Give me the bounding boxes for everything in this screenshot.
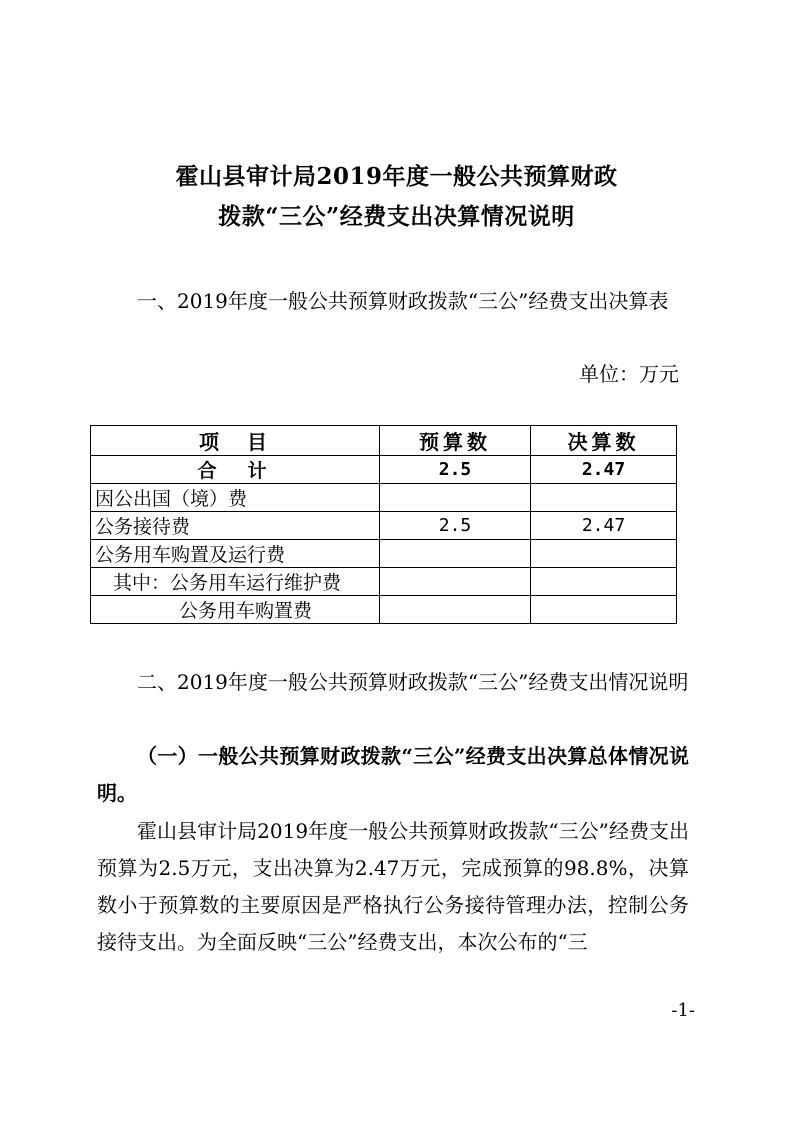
unit-label: 单位：万元 — [579, 362, 679, 386]
expense-table — [90, 425, 677, 624]
table-row — [91, 540, 677, 568]
row-actual: 2.47 — [531, 512, 677, 540]
row-budget — [380, 568, 531, 596]
page-number: -1- — [671, 1000, 695, 1021]
header-item: 项 目 — [91, 426, 380, 456]
header-budget: 预算数 — [380, 426, 531, 456]
section2-subheading: （一）一般公共预算财政拨款“三公”经费支出决算总体情况说明。 — [97, 744, 689, 805]
section1-heading: 一、2019年度一般公共预算财政拨款“三公”经费支出决算表 — [137, 289, 669, 313]
table-row — [91, 568, 677, 596]
table-row-total — [91, 456, 677, 484]
row-actual — [531, 568, 677, 596]
header-actual: 决算数 — [531, 426, 677, 456]
row-label: 因公出国（境）费 — [91, 484, 380, 512]
doc-title-line1: 霍山县审计局2019年度一般公共预算财政 — [175, 163, 618, 190]
row-actual — [531, 540, 677, 568]
row-budget — [380, 484, 531, 512]
total-budget: 2.5 — [380, 456, 531, 484]
row-budget — [380, 540, 531, 568]
row-label: 其中：公务用车运行维护费 — [91, 568, 380, 596]
row-actual — [531, 484, 677, 512]
table-row — [91, 484, 677, 512]
total-actual: 2.47 — [531, 456, 677, 484]
table-row — [91, 512, 677, 540]
doc-title-line2: 拨款“三公”经费支出决算情况说明 — [218, 203, 575, 230]
total-label: 合 计 — [91, 456, 380, 484]
row-label: 公务接待费 — [91, 512, 380, 540]
row-budget: 2.5 — [380, 512, 531, 540]
section2-body: 霍山县审计局2019年度一般公共预算财政拨款“三公”经费支出预算为2.5万元，支出决算为2.47万元，完成预算的98.8%，决算数小于预算数的主要原因是严格执行公务接待管理办法，控制公务接待支出。为全面反映“三公”经费支出，本次公布的“三 — [97, 819, 689, 954]
row-actual — [531, 596, 677, 624]
table-header-row — [91, 426, 677, 456]
table-row — [91, 596, 677, 624]
section2-heading: 二、2019年度一般公共预算财政拨款“三公”经费支出情况说明 — [137, 670, 689, 694]
row-label: 公务用车购置费 — [91, 596, 380, 624]
row-budget — [380, 596, 531, 624]
row-label: 公务用车购置及运行费 — [91, 540, 380, 568]
